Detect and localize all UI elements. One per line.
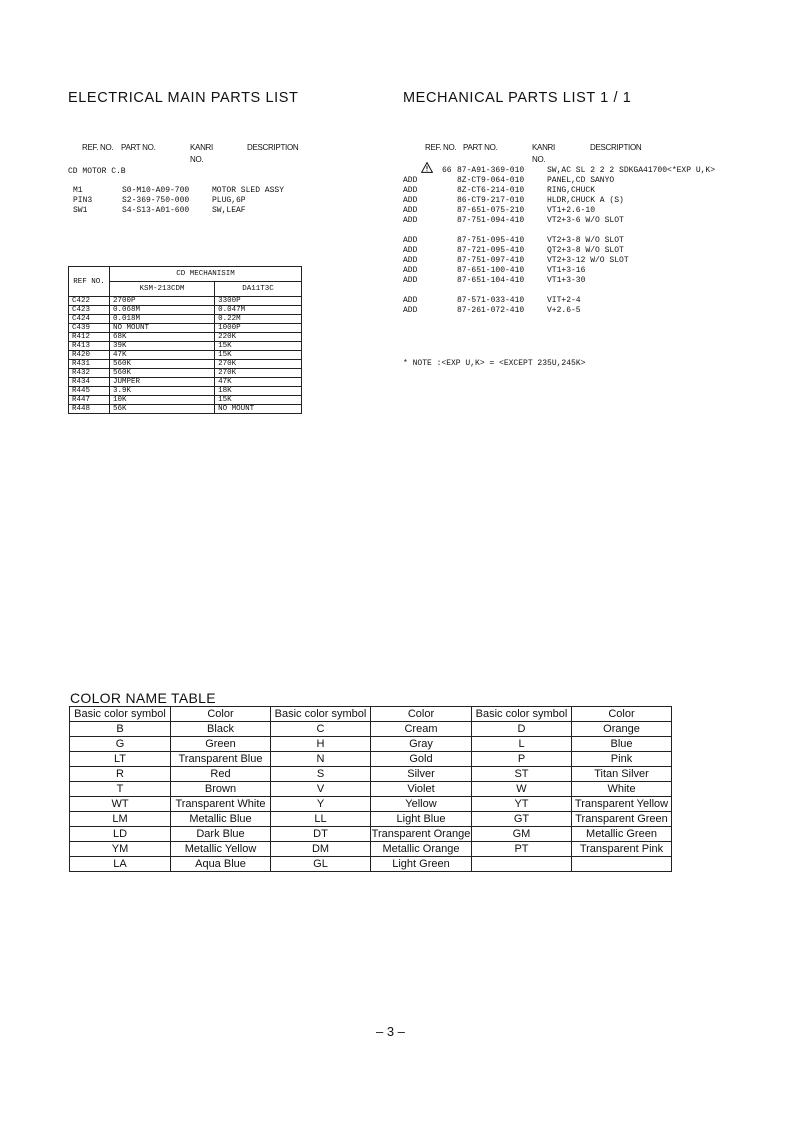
part-number: 87-651-075-210 <box>457 206 525 215</box>
color-symbol-cell: D <box>472 722 572 737</box>
mech-ref: C422 <box>69 297 110 306</box>
color-name-cell: Metallic Yellow <box>171 842 271 857</box>
part-description: VIT+2-4 <box>547 296 581 305</box>
mech-ref: C423 <box>69 306 110 315</box>
color-symbol-cell: N <box>271 752 371 767</box>
mech-table-row <box>69 378 302 387</box>
part-description: VT2+3-12 W/O SLOT <box>547 256 629 265</box>
mech-ref-header: REF NO. <box>69 267 110 297</box>
mechanical-part-row <box>0 246 793 256</box>
mechanical-part-row <box>0 216 793 226</box>
mechanical-part-row <box>0 306 793 316</box>
mech-value-ksm: 47K <box>110 351 215 360</box>
mech-col2-header: DA11T3C <box>215 282 302 297</box>
part-description: HLDR,CHUCK A (S) <box>547 196 624 205</box>
part-description: MOTOR SLED ASSY <box>212 186 285 195</box>
mech-table-row <box>69 333 302 342</box>
color-symbol-cell: LA <box>70 857 171 872</box>
part-description: RING,CHUCK <box>547 186 596 195</box>
color-column-header: Color <box>371 707 472 722</box>
part-ref: ADD <box>403 236 418 245</box>
color-symbol-cell <box>472 857 572 872</box>
color-name-cell: Metallic Orange <box>371 842 472 857</box>
color-name-cell: Titan Silver <box>572 767 672 782</box>
color-table-row <box>70 857 672 872</box>
color-name-cell: Transparent Orange <box>371 828 471 840</box>
color-name-cell: Transparent Pink <box>572 842 672 857</box>
part-description: SW,LEAF <box>212 206 246 215</box>
mech-value-ksm: 39K <box>110 342 215 351</box>
mech-ref: R445 <box>69 387 110 396</box>
mech-value-ksm: 68K <box>110 333 215 342</box>
part-number: 8Z-CT6-214-010 <box>457 186 525 195</box>
color-symbol-cell: R <box>70 767 171 782</box>
color-symbol-cell: Y <box>271 797 371 812</box>
mech-value-da: 15K <box>215 342 302 351</box>
mechanical-note: * NOTE :<EXP U,K> = <EXCEPT 235U,245K> <box>403 359 586 368</box>
color-symbol-cell: WT <box>70 797 171 812</box>
color-symbol-cell: T <box>70 782 171 797</box>
part-number: 87-261-072-410 <box>457 306 525 315</box>
electrical-group-label: CD MOTOR C.B <box>68 167 126 176</box>
mech-value-da: 3300P <box>215 297 302 306</box>
color-table-header-row <box>70 707 672 722</box>
part-kanri: 66 <box>442 166 452 175</box>
mechanical-part-row <box>0 256 793 266</box>
mech-col1-header: KSM-213CDM <box>110 282 215 297</box>
part-ref: ADD <box>403 246 418 255</box>
mech-value-da: 0.22M <box>215 315 302 324</box>
color-name-cell: Cream <box>371 722 472 737</box>
mechanical-part-row <box>0 166 793 176</box>
part-number: 87-A91-369-010 <box>457 166 525 175</box>
mech-value-da: 18K <box>215 387 302 396</box>
page-number: – 3 – <box>376 1024 405 1039</box>
color-table-row <box>70 782 672 797</box>
color-name-cell: Gold <box>371 752 472 767</box>
color-name-cell: Transparent White <box>171 797 271 812</box>
color-symbol-cell: YT <box>472 797 572 812</box>
color-symbol-cell: H <box>271 737 371 752</box>
mech-ref: C424 <box>69 315 110 324</box>
part-ref: ADD <box>403 186 418 195</box>
color-name-cell <box>572 857 672 872</box>
part-number: 86-CT9-217-010 <box>457 196 525 205</box>
color-symbol-cell: DT <box>271 827 371 842</box>
color-symbol-cell: LM <box>70 812 171 827</box>
mech-table-row <box>69 360 302 369</box>
electrical-header-part: PART NO. <box>121 143 156 152</box>
color-symbol-cell: GM <box>472 827 572 842</box>
mech-value-da: 0.047M <box>215 306 302 315</box>
mech-value-ksm: 2700P <box>110 297 215 306</box>
part-ref: ADD <box>403 196 418 205</box>
mech-ref: C439 <box>69 324 110 333</box>
color-name-cell: Metallic Green <box>572 827 672 842</box>
mechanical-header-part: PART NO. <box>463 143 498 152</box>
mechanical-parts-title: MECHANICAL PARTS LIST 1 / 1 <box>403 90 632 106</box>
color-symbol-cell: L <box>472 737 572 752</box>
mech-value-ksm: JUMPER <box>110 378 215 387</box>
mechanical-header-ref: REF. NO. <box>425 143 457 152</box>
color-table-row <box>70 797 672 812</box>
part-number: 87-651-100-410 <box>457 266 525 275</box>
mech-value-da: 15K <box>215 396 302 405</box>
mech-table-row <box>69 342 302 351</box>
mech-ref: R447 <box>69 396 110 405</box>
part-number: 87-571-033-410 <box>457 296 525 305</box>
mech-value-ksm: 10K <box>110 396 215 405</box>
part-description: VT1+3-16 <box>547 266 586 275</box>
color-name-cell: Red <box>171 767 271 782</box>
color-name-cell: Dark Blue <box>171 827 271 842</box>
mech-ref: R420 <box>69 351 110 360</box>
part-ref: ADD <box>403 176 418 185</box>
mech-value-ksm: 0.068M <box>110 306 215 315</box>
color-name-cell: Light Green <box>371 857 472 872</box>
mechanical-part-row <box>0 176 793 186</box>
symbol-column-header: Basic color symbol <box>472 707 572 722</box>
part-ref: ADD <box>403 216 418 225</box>
color-symbol-cell: C <box>271 722 371 737</box>
part-ref: ADD <box>403 276 418 285</box>
part-number: 87-751-095-410 <box>457 236 525 245</box>
mech-ref: R413 <box>69 342 110 351</box>
part-ref: ADD <box>403 206 418 215</box>
color-name-cell: Blue <box>572 737 672 752</box>
part-ref: ADD <box>403 296 418 305</box>
part-description: PLUG,6P <box>212 196 246 205</box>
color-symbol-cell: PT <box>472 842 572 857</box>
color-symbol-cell: ST <box>472 767 572 782</box>
part-number: S4-S13-A01-600 <box>122 206 190 215</box>
mech-value-ksm: 56K <box>110 405 215 414</box>
color-table-row <box>70 752 672 767</box>
mech-value-ksm: 560K <box>110 360 215 369</box>
color-column-header: Color <box>572 707 672 722</box>
color-name-cell: Silver <box>371 767 472 782</box>
color-name-cell: Brown <box>171 782 271 797</box>
mech-table-row <box>69 369 302 378</box>
electrical-header-ref: REF. NO. <box>82 143 114 152</box>
color-table-row <box>70 737 672 752</box>
color-name-cell: Orange <box>572 722 672 737</box>
mech-title-header: CD MECHANISIM <box>110 267 302 282</box>
color-symbol-cell: DM <box>271 842 371 857</box>
part-number: 87-751-097-410 <box>457 256 525 265</box>
color-name-cell: Violet <box>371 782 472 797</box>
mech-table-row <box>69 405 302 414</box>
part-number: S0-M10-A09-700 <box>122 186 190 195</box>
part-number: S2-369-750-000 <box>122 196 190 205</box>
color-name-cell: Gray <box>371 737 472 752</box>
part-ref: SW1 <box>73 206 88 215</box>
part-description: SW,AC SL 2 2 2 SDKGA41700<*EXP U,K> <box>547 166 716 175</box>
color-table-row <box>70 767 672 782</box>
part-description: VT2+3-6 W/O SLOT <box>547 216 624 225</box>
part-ref: ADD <box>403 266 418 275</box>
color-name-cell: Light Blue <box>371 812 472 827</box>
part-description: QT2+3-8 W/O SLOT <box>547 246 624 255</box>
cd-mechanism-table <box>68 266 302 414</box>
color-symbol-cell: B <box>70 722 171 737</box>
mech-ref: R434 <box>69 378 110 387</box>
mechanical-part-row <box>0 236 793 246</box>
color-name-cell: Black <box>171 722 271 737</box>
color-name-cell: Aqua Blue <box>171 857 271 872</box>
mech-value-ksm: 0.018M <box>110 315 215 324</box>
mechanical-header-description: DESCRIPTION <box>590 143 642 152</box>
color-name-cell: Metallic Blue <box>171 812 271 827</box>
color-column-header: Color <box>171 707 271 722</box>
part-description: VT1+3-30 <box>547 276 586 285</box>
mech-value-ksm: 3.9K <box>110 387 215 396</box>
mech-value-da: 220K <box>215 333 302 342</box>
mech-table-row <box>69 324 302 333</box>
mech-value-ksm: 560K <box>110 369 215 378</box>
color-symbol-cell: LL <box>271 812 371 827</box>
color-name-cell: Transparent Yellow <box>572 797 672 812</box>
part-description: PANEL,CD SANYO <box>547 176 615 185</box>
mech-value-da: 270K <box>215 360 302 369</box>
mech-value-da: 47K <box>215 378 302 387</box>
color-symbol-cell: GT <box>472 812 572 827</box>
mech-table-row <box>69 396 302 405</box>
color-symbol-cell: GL <box>271 857 371 872</box>
mech-table-row <box>69 351 302 360</box>
color-symbol-cell: S <box>271 767 371 782</box>
color-symbol-cell: W <box>472 782 572 797</box>
mech-value-da: NO MOUNT <box>215 405 302 414</box>
part-number: 87-651-104-410 <box>457 276 525 285</box>
mechanical-part-row <box>0 196 793 206</box>
color-name-cell: Transparent Blue <box>171 752 271 767</box>
symbol-column-header: Basic color symbol <box>271 707 371 722</box>
mech-value-da: 270K <box>215 369 302 378</box>
mech-value-da: 1000P <box>215 324 302 333</box>
mech-ref: R432 <box>69 369 110 378</box>
color-table-row <box>70 827 672 842</box>
part-ref: ADD <box>403 256 418 265</box>
part-ref: ADD <box>403 306 418 315</box>
mechanical-part-row <box>0 186 793 196</box>
mech-value-da: 15K <box>215 351 302 360</box>
part-ref: PIN3 <box>73 196 93 205</box>
color-name-cell: Yellow <box>371 797 472 812</box>
mechanical-part-row <box>0 276 793 286</box>
color-table-row <box>70 842 672 857</box>
color-symbol-cell: LT <box>70 752 171 767</box>
color-symbol-cell: YM <box>70 842 171 857</box>
part-description: VT1+2.6-10 <box>547 206 596 215</box>
electrical-header-kanri-no: NO. <box>190 155 204 164</box>
color-table-row <box>70 812 672 827</box>
color-symbol-cell: P <box>472 752 572 767</box>
color-name-cell: Pink <box>572 752 672 767</box>
mech-table-row <box>69 387 302 396</box>
part-number: 87-721-095-410 <box>457 246 525 255</box>
electrical-parts-title: ELECTRICAL MAIN PARTS LIST <box>68 90 299 106</box>
part-number: 8Z-CT9-064-010 <box>457 176 525 185</box>
part-description: V+2.6-5 <box>547 306 581 315</box>
mech-ref: R431 <box>69 360 110 369</box>
mechanical-header-kanri: KANRI <box>532 143 555 152</box>
color-symbol-cell: V <box>271 782 371 797</box>
electrical-header-description: DESCRIPTION <box>247 143 299 152</box>
mechanical-part-row <box>0 296 793 306</box>
part-description: VT2+3-8 W/O SLOT <box>547 236 624 245</box>
color-symbol-cell: LD <box>70 827 171 842</box>
mech-ref: R412 <box>69 333 110 342</box>
symbol-column-header: Basic color symbol <box>70 707 171 722</box>
color-table-title: COLOR NAME TABLE <box>70 690 216 706</box>
color-symbol-cell: G <box>70 737 171 752</box>
part-number: 87-751-094-410 <box>457 216 525 225</box>
color-name-cell: Transparent Green <box>572 812 672 827</box>
part-ref: M1 <box>73 186 83 195</box>
mech-ref: R448 <box>69 405 110 414</box>
mech-value-ksm: NO MOUNT <box>110 324 215 333</box>
color-table-row <box>70 722 672 737</box>
mechanical-header-kanri-no: NO. <box>532 155 546 164</box>
color-name-cell: White <box>572 782 672 797</box>
mechanical-part-row <box>0 266 793 276</box>
electrical-header-kanri: KANRI <box>190 143 213 152</box>
color-name-table <box>69 706 672 872</box>
mechanical-part-row <box>0 206 793 216</box>
color-name-cell: Green <box>171 737 271 752</box>
